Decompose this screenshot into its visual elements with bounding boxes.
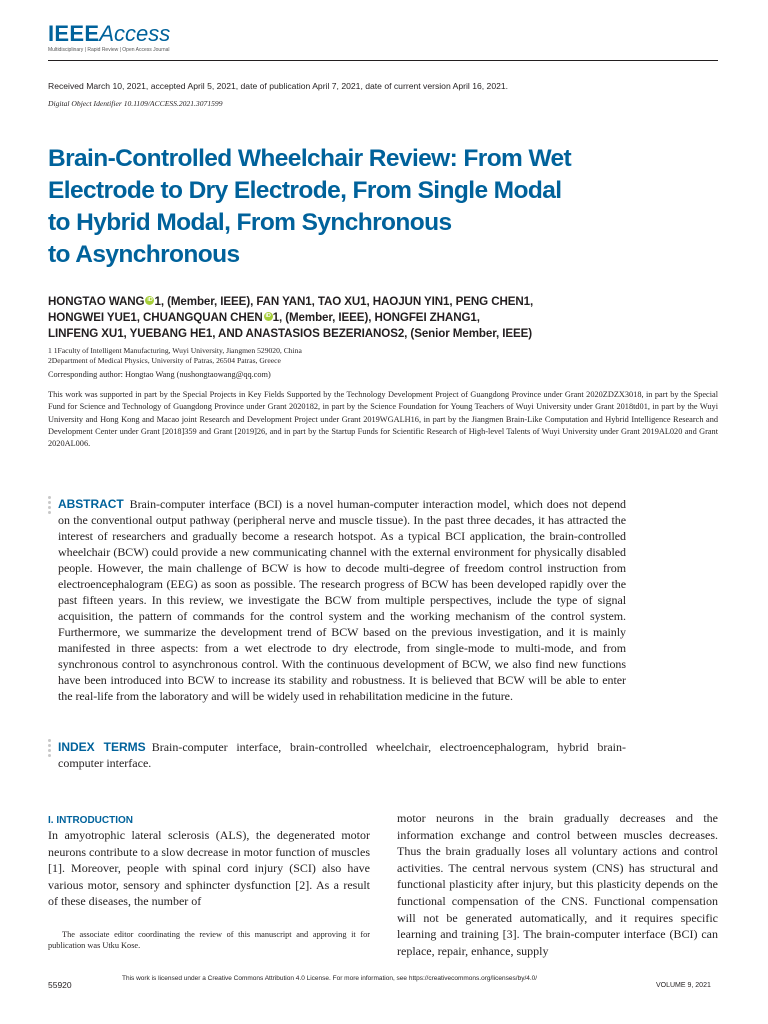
corresponding-author: Corresponding author: Hongtao Wang (nushongtaowang@qq.com): [48, 370, 271, 379]
header-rule: [48, 60, 718, 61]
affiliation: 2Department of Medical Physics, University of Patras, 26504 Patras, Greece: [48, 356, 281, 365]
abstract-label: ABSTRACT: [58, 497, 124, 511]
abstract-marker-icon: [48, 496, 52, 516]
author-rest: 1, (Member, IEEE), HONGFEI ZHANG1,: [272, 311, 480, 324]
affiliations: [48, 346, 648, 366]
journal-logo: [48, 22, 170, 53]
orcid-icon[interactable]: iD: [265, 313, 271, 319]
paper-title: [48, 143, 668, 271]
body-column-right: motor neurons in the brain gradually decreases and the information exchange and control between muscles decreases. Thus the brain gradually loses all voluntary actions and control activities. The central nervous system (CNS) has structural and functional plasticity after injury, but this plasticity depends on the functional compensation of the CNS. Functional compensation will not be generated automatically, and it requires specific learning and training [3]. The brain-computer interface (BCI) can replace, repair, enhance, supply: [397, 811, 718, 958]
received-dates: Received March 10, 2021, accepted April 5, 2021, date of publication April 7, 2021, date of current version April 16, 2021.: [48, 81, 509, 91]
title-line: to Hybrid Modal, From Synchronous: [48, 209, 452, 236]
index-marker-icon: [48, 739, 52, 759]
title-line: Brain-Controlled Wheelchair Review: From Wet: [48, 145, 572, 172]
license-notice[interactable]: This work is licensed under a Creative Commons Attribution 4.0 License. For more information, see https://creativecommons.org/licenses/by/4.0/: [122, 975, 538, 982]
index-terms: [58, 739, 626, 771]
author-name: HONGTAO WANG: [48, 295, 145, 308]
doi: Digital Object Identifier 10.1109/ACCESS.2021.3071599: [48, 99, 223, 108]
affiliation: 1 1Faculty of Intelligent Manufacturing, Wuyi University, Jiangmen 529020, China: [48, 346, 302, 355]
index-terms-label: INDEX TERMS: [58, 740, 146, 754]
title-line: Electrode to Dry Electrode, From Single Modal: [48, 177, 562, 204]
abstract: [58, 496, 626, 704]
funding-statement: This work was supported in part by the Special Projects in Key Fields Supported by the Technology Development Project of Guangdong Province under Grant 2020ZDZX3018, in part by the Special Fund for Science and Technology of Guangdong Province under Grant 2020182, in part by the Science Foundation for Young Teachers of Wuyi University under Grant 2018td01, in part by the Wuyi University and Hong Kong and Macao joint Research and Development Project under Grant 2019WGALH16, in part by the Jiangmen Brain-Like Computation and Hybrid Intelligence Research and Development Center under Grant [2018]359 and Grant [2019]26, and in part by the Startup Funds for Scientific Research of High-level Talents of Wuyi University under Grant 2019AL020 and Grant 2020AL006.: [48, 390, 718, 449]
volume-label: VOLUME 9, 2021: [656, 982, 711, 989]
logo-ieee: IEEE: [48, 21, 100, 46]
author-line: LINFENG XU1, YUEBANG HE1, AND ANASTASIOS BEZERIANOS2, (Senior Member, IEEE): [48, 327, 533, 340]
abstract-text: Brain-computer interface (BCI) is a novel human-computer interaction model, which does not depend on the conventional output pathway (peripheral nerve and muscle tissue). In the past three decades, it has attracted the interest of researchers and gradually become a research hotspot. As a typical BCI application, the brain-controlled wheelchair (BCW) could provide a new communicating channel with the external environment for physically disabled people. However, the main challenge of BCW is how to decode multi-degree of freedom control instruction from electroencephalogram (EEG) as soon as possible. The research progress of BCW has been developed rapidly over the past fifteen years. In this review, we investigate the BCW from multiple perspectives, include the type of signal acquisition, the pattern of commands for the control system and the working mechanism of the control system. Furthermore, we summarize the development trend of BCW based on the previous investigation, and it is mainly manifested in three aspects: from a wet electrode to dry electrode, from single-mode to multi-mode, and from synchronous control to asynchronous control. With the continuous development of BCW, we also find new functions have been introduced into BCW to increase its stability and robustness. It is believed that BCW will be able to enter the real-life from the laboratory and will be widely used in rehabilitation medicine in the future.: [58, 497, 626, 703]
author-list: [48, 294, 628, 342]
page-number: 55920: [48, 980, 72, 990]
editor-footnote: The associate editor coordinating the review of this manuscript and approving it for publication was Utku Kose.: [48, 930, 370, 950]
logo-access: Access: [99, 21, 171, 46]
orcid-icon[interactable]: iD: [147, 297, 153, 303]
author-rest: 1, (Member, IEEE), FAN YAN1, TAO XU1, HAOJUN YIN1, PENG CHEN1,: [154, 295, 534, 308]
journal-tagline: Multidisciplinary | Rapid Review | Open Access Journal: [48, 47, 170, 53]
section-heading: I. INTRODUCTION: [48, 815, 133, 826]
author-name: HONGWEI YUE1, CHUANGQUAN CHEN: [48, 311, 263, 324]
body-column-left: In amyotrophic lateral sclerosis (ALS), the degenerated motor neurons contribute to a slow decrease in motor function of muscles [1]. Moreover, people with spinal cord injury (SCI) also have various motor, sensory and sphincter dysfunction [2]. As a result of these diseases, the number of: [48, 828, 370, 909]
index-terms-text: Brain-computer interface, brain-controlled wheelchair, electroencephalogram, hybrid brain-computer interface.: [58, 740, 626, 770]
title-line: to Asynchronous: [48, 241, 240, 268]
